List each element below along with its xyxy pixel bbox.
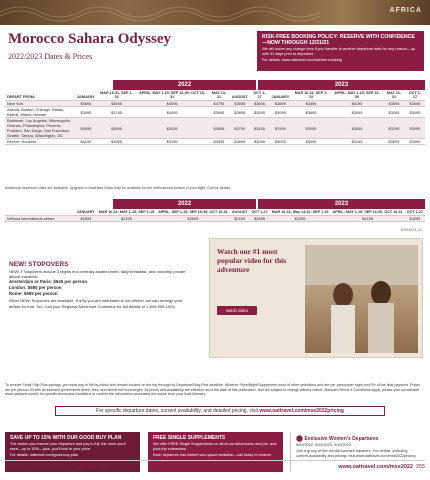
col-header: MAR 16-31, SEP 1-15 xyxy=(97,91,137,101)
col-header: AUGUST xyxy=(230,91,250,101)
row-label: Without international airfare xyxy=(5,216,75,222)
price-cell: $3895 xyxy=(230,139,250,145)
single-supplements-text: We offer FREE Single Supplements on all of our adventures and pre- and post-trip extensions. xyxy=(153,442,277,451)
price-cell: $3095 xyxy=(136,118,208,139)
price-cell: $3195 xyxy=(331,139,383,145)
col-header: AUGUST xyxy=(230,210,250,216)
price-cell: $3195 xyxy=(136,139,208,145)
price-cell: $3295 xyxy=(383,118,405,139)
specific-dates-box xyxy=(55,406,385,416)
year-header-2023-b: 2023 xyxy=(258,199,425,209)
price-cell: $4095 xyxy=(75,118,97,139)
price-cell: $3095 xyxy=(331,118,383,139)
price-cell: $3095 xyxy=(208,139,230,145)
terms-paragraph: To receive Small Ship Plus savings, you must pay in full by check and remain booked on the trip through its Departure/Stay Plus deadline. Whether Price/Night/Supplement most of other selections and are per person/per night and 5% of the final payment. Prices are per person, fill with all included government taxes, fees, and airline fuel surcharges. All prices and availability are effective as of the date of this publication, and are subject to change without notice. Standard Terms & Conditions apply, please visit our website www.oattravel.com/tc for specific terms and conditions to confirm the information accurately the cruise from your local itinerary. xyxy=(5,383,421,397)
price-cell: $3095 xyxy=(405,139,425,145)
video-promo xyxy=(209,238,423,358)
risk-free-text: We will waive any change fees if you transfer to another departure date for any reason—up until 31 days prior to departure. xyxy=(262,47,415,56)
price-cell: $3095 xyxy=(269,107,291,118)
price-cell: $3095 xyxy=(208,118,230,139)
price-cell: $3095 xyxy=(405,107,425,118)
single-supplements-heading: FREE SINGLE SUPPLEMENTS xyxy=(153,435,226,441)
price-cell: $2495 xyxy=(97,216,156,222)
page-subtitle: 2022/2023 Dates & Prices xyxy=(8,52,93,61)
price-cell: $3695 xyxy=(291,107,331,118)
price-cell: $2495 xyxy=(270,216,331,222)
col-header: DEPART FROM: xyxy=(5,91,75,101)
price-cell: $3795 xyxy=(208,101,230,107)
table-code: MXS2023_21 xyxy=(400,228,422,232)
good-buy-link[interactable]: For details: oattravel.com/good-buy-plan xyxy=(10,452,78,457)
table-row xyxy=(5,139,425,145)
page-footer xyxy=(5,460,425,475)
price-cell: $4095 xyxy=(136,107,208,118)
price-cell: $3095 xyxy=(331,107,383,118)
price-cell: $2695 xyxy=(156,216,230,222)
good-buy-text: The earlier you reserve your departure and pay in full, the more you'll save—up to 15%—plus, you'll lock in your price. xyxy=(10,442,126,451)
year-header-2022-b: 2022 xyxy=(113,199,256,209)
year-header-2023: 2023 xyxy=(258,80,425,90)
price-cell: $3695 xyxy=(230,101,250,107)
col-header: MAR 16-31; MAY 1-15; SEP 1-15 xyxy=(97,210,156,216)
video-thumbnail[interactable] xyxy=(305,245,418,353)
price-cell: $3295 xyxy=(383,107,405,118)
pricing-link[interactable]: www.oattravel.com/mse2022pricing xyxy=(259,408,344,414)
reservations-phone[interactable]: Information & Reservations: 1-800-955-1925 xyxy=(5,465,109,471)
col-header: JANUARY xyxy=(75,91,97,101)
risk-free-heading: RISK-FREE BOOKING POLICY: RESERVE WITH CONFIDENCE—NOW THROUGH 12/31/21 xyxy=(262,34,415,46)
stopover-price: Rome: $695 per person xyxy=(9,291,58,297)
ornament-pattern xyxy=(0,2,430,23)
page-title: Morocco Sahara Odyssey xyxy=(8,31,172,47)
col-header: MAY 16-31 xyxy=(383,91,405,101)
video-heading: Watch our #1 most popular video for this adventure xyxy=(217,247,287,274)
col-header: MAY 13-31 xyxy=(208,91,230,101)
price-cell: $3995 xyxy=(97,139,137,145)
row-label: Denver, Houston xyxy=(5,139,75,145)
price-cell: $3095 xyxy=(405,101,425,107)
price-cell: $2695 xyxy=(75,216,97,222)
price-cell: $3995 xyxy=(75,107,97,118)
airfare-note: Additional departure cities are available. Upgrade to Business Class may be available for the international portion of your flight. Call for details. xyxy=(5,186,232,190)
stopover-price: London: $685 per person xyxy=(9,285,62,291)
price-cell: $5195 xyxy=(331,101,383,107)
footer-url[interactable]: www.oattravel.com/mse2022 xyxy=(338,464,413,470)
region-label: AFRICA xyxy=(389,7,422,14)
price-cell: $3195 xyxy=(250,118,270,139)
row-label: Baltimore, Los Angeles, Minneapolis, Orlando, Philadelphia, Phoenix, Portland, San Diego, San Francisco, Seattle, Tampa, Washington, DC xyxy=(5,118,75,139)
price-table-with-airfare xyxy=(5,91,425,145)
womens-heading xyxy=(296,435,420,442)
price-cell: $3695 xyxy=(75,101,97,107)
women-icon xyxy=(296,435,303,442)
price-cell: $3195 xyxy=(269,118,291,139)
price-cell: $3095 xyxy=(291,118,331,139)
table-row xyxy=(5,107,425,118)
price-cell: $4295 xyxy=(405,216,425,222)
table-header-row xyxy=(5,91,425,101)
price-cell: $4195 xyxy=(75,139,97,145)
col-header: APRIL; MAY 1-15; SEP 16-30; OCT 16-31 xyxy=(331,210,405,216)
price-cell: $2495 xyxy=(230,216,250,222)
col-header: MAR 16-31; SEP 1-15 xyxy=(291,91,331,101)
col-header: JANUARY xyxy=(269,91,291,101)
price-cell: $4095 xyxy=(136,101,208,107)
single-supplements-text2: Each departure has limited solo space available—call today to reserve xyxy=(153,452,272,457)
page-number: 255 xyxy=(415,464,425,470)
price-cell: $3795 xyxy=(97,107,137,118)
womens-heading-text: Exclusive Women's Departures xyxy=(304,435,379,442)
price-cell: $3095 xyxy=(405,118,425,139)
good-buy-heading: SAVE UP TO 15% WITH OUR GOOD BUY PLAN xyxy=(10,435,122,441)
stopovers-outro: Other NEW! Stopovers are available. If a fly you are interested is not offered, we can arrange your airfare for that. Too. Call your Regional Adventure Counselor for full details at 1-800-955-1925 xyxy=(9,298,183,309)
price-cell: $3095 xyxy=(269,139,291,145)
price-cell: $3095 xyxy=(250,107,270,118)
col-header: OCT 1-27 xyxy=(250,91,270,101)
col-header: OCT 1-27 xyxy=(249,210,269,216)
watch-video-button[interactable]: watch video xyxy=(217,306,257,315)
row-label: New York xyxy=(5,101,75,107)
price-table-land-only xyxy=(5,210,425,222)
col-header: MAR 16-31; May 13-31; SEP 1-15 xyxy=(270,210,331,216)
price-cell: $3295 xyxy=(250,139,270,145)
stopover-price: Amsterdam or Paris: $645 per person xyxy=(9,279,88,285)
risk-free-link[interactable]: For details: www.oattravel.com/riskfree-booking xyxy=(262,57,342,62)
price-cell: $3995 xyxy=(208,107,230,118)
price-cell: $3295 xyxy=(383,139,405,145)
table-row xyxy=(5,118,425,139)
col-header: OCT 1-27 xyxy=(405,210,425,216)
stopovers-heading: NEW! STOPOVERS xyxy=(9,261,69,268)
price-cell: $3895 xyxy=(230,107,250,118)
col-header: APRIL; SEP 1-15; SEP 16-30; OCT 16-31 xyxy=(156,210,230,216)
price-cell: $3095 xyxy=(291,139,331,145)
price-cell: $3995 xyxy=(383,101,405,107)
price-cell: $3495 xyxy=(291,101,331,107)
col-header: JANUARY xyxy=(75,210,97,216)
col-header: APRIL; MAY 1-15; SEP 16-30 xyxy=(331,91,383,101)
risk-free-box xyxy=(257,31,424,71)
travelers-photo-icon xyxy=(305,245,418,353)
table-row xyxy=(5,216,425,222)
year-header-2022: 2022 xyxy=(113,80,256,90)
price-cell: $3695 xyxy=(269,101,291,107)
row-label: Atlanta, Boston, Chicago, Dallas, Detroit, Miami, Newark xyxy=(5,107,75,118)
col-header: OCT 1-17 xyxy=(405,91,425,101)
womens-text: Join a group of like-minded women travelers. For details, including current availability and pricing, visit www.oattravel.com/mse2022pricing xyxy=(296,448,416,458)
womens-dates: 9/20/2022, 4/10/2023, 9/19/2023 xyxy=(296,443,351,447)
price-cell: $3995 xyxy=(97,118,137,139)
price-cell: $2695 xyxy=(249,216,269,222)
price-cell: $3795 xyxy=(230,118,250,139)
col-header: APRIL; MAY 1-15; SEP 16-30; OCT 16-31 xyxy=(136,91,208,101)
region-banner xyxy=(0,0,430,25)
price-cell: $3595 xyxy=(97,101,137,107)
price-cell: $3695 xyxy=(250,101,270,107)
specific-dates-text: For specific departure dates, current availability, and detailed pricing, visit xyxy=(96,408,258,414)
stopovers-intro: NEW! T Stopovers include 3 nights in a centrally-located hotel, daily breakfast, and roundtrip private airport transfers: xyxy=(9,269,186,280)
stopovers-box xyxy=(5,258,195,338)
price-cell: $4195 xyxy=(331,216,405,222)
